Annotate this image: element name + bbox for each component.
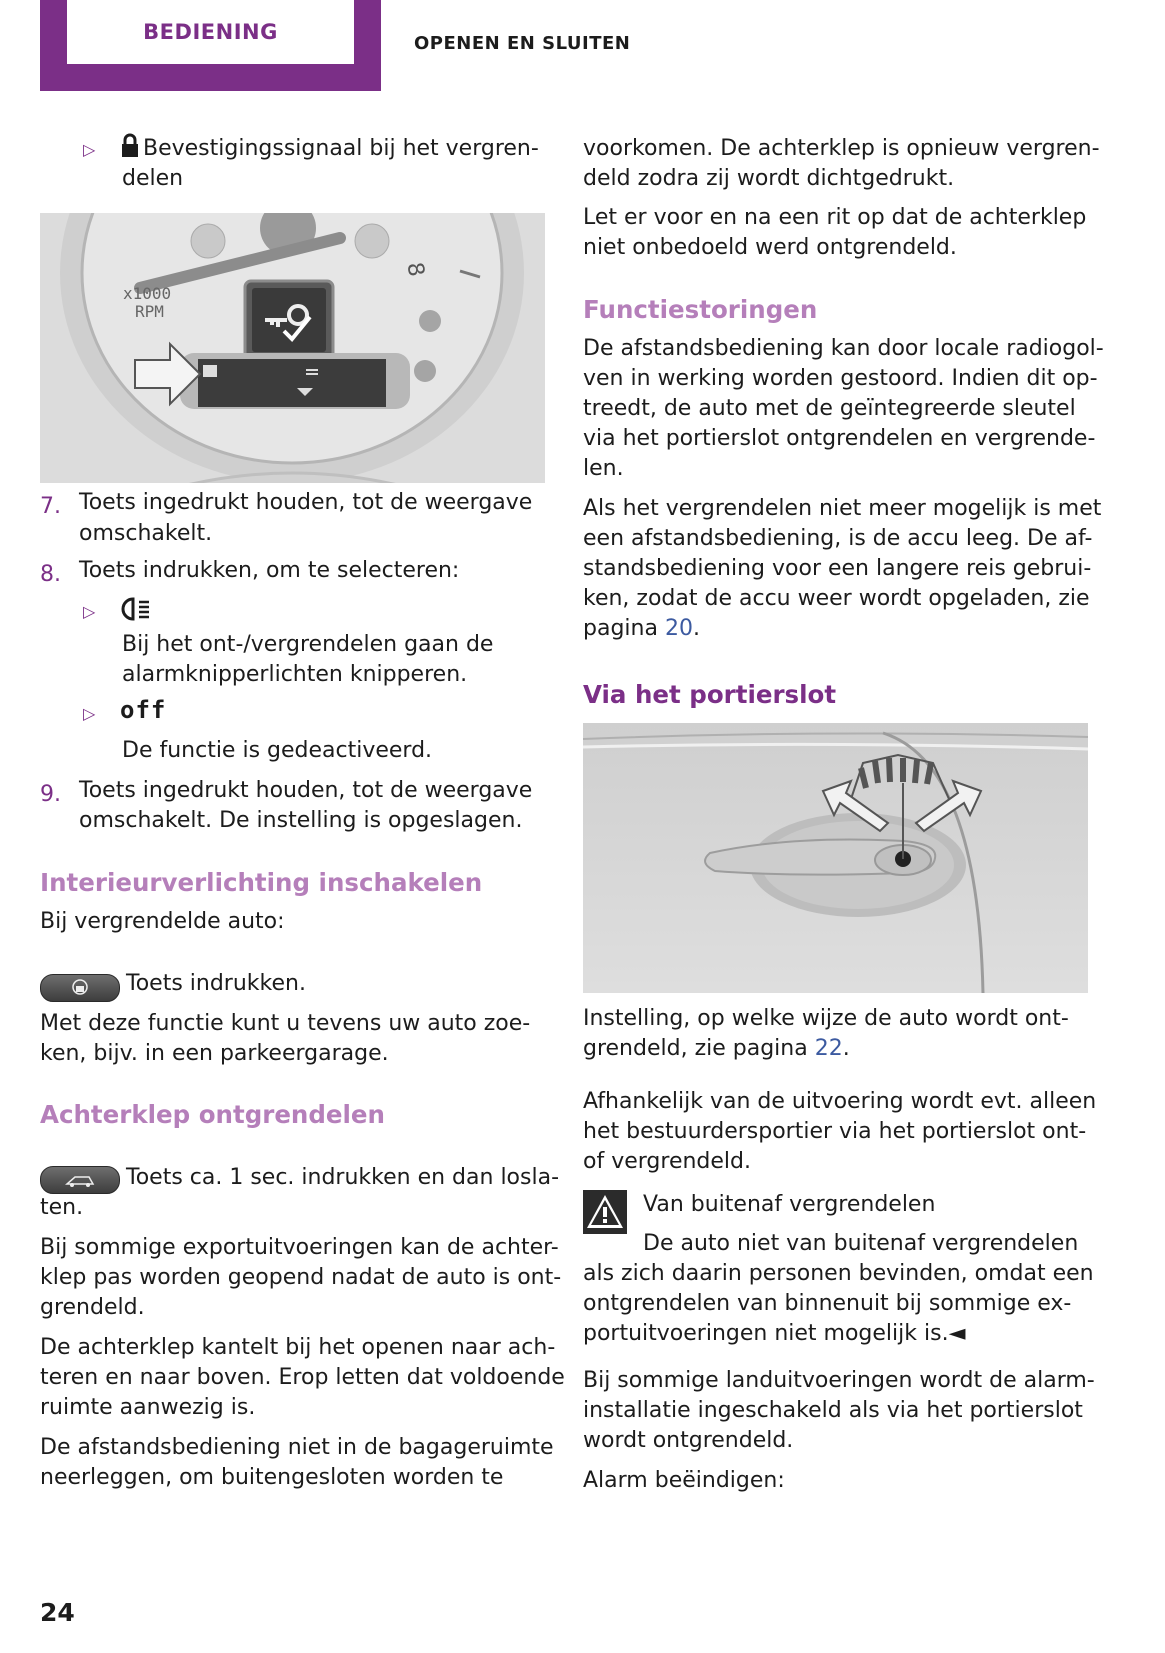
trunk-line-2: ten. [40,1195,84,1220]
header-tab [40,0,381,91]
step-9-line-2: omschakelt. De instelling is opgeslagen. [79,808,523,833]
step-7-line-1: Toets ingedrukt houden, tot de weergave [79,490,533,515]
trunk-line-7: teren en naar boven. Erop letten dat voldoende [40,1365,565,1390]
fault-line-10 [583,614,700,645]
page-link-20[interactable]: 20 [664,616,693,641]
fault-heading: Functiestoringen [583,295,818,324]
fault-line-10-end: . [692,616,700,641]
door-line-2 [583,1034,850,1065]
hazard-light-icon [120,596,154,622]
door-line-3: Afhankelijk van de uitvoering wordt evt. alleen [583,1089,1097,1114]
trunk-line-1: Toets ca. 1 sec. indrukken en dan losla- [126,1165,560,1190]
interior-line-1: Bij vergrendelde auto: [40,909,285,934]
section-title: BEDIENING [67,0,354,64]
interior-line-2: Toets indrukken. [126,971,306,996]
trunk-line-6: De achterklep kantelt bij het openen naar ach- [40,1335,556,1360]
step-7-number: 7. [40,494,61,519]
fault-line-6: Als het vergrendelen niet meer mogelijk is met [583,496,1102,521]
fault-line-8: standsbediening voor een langere reis gebrui- [583,556,1092,581]
step-7-line-2: omschakelt. [79,521,213,546]
bullet-lock-text-2: delen [122,166,184,191]
instrument-cluster-illustration [40,213,545,483]
chapter-title: OPENEN EN SLUITEN [414,33,631,54]
fault-line-2: ven in werking worden gestoord. Indien dit op- [583,366,1098,391]
cont-line-1: voorkomen. De achterklep is opnieuw vergren- [583,136,1100,161]
page-link-22[interactable]: 22 [814,1036,843,1061]
warning-line-4: portuitvoeringen niet mogelijk is.◄ [583,1321,966,1346]
step-8-number: 8. [40,562,61,587]
cont-line-3: Let er voor en na een rit op dat de achterklep [583,205,1087,230]
fault-line-5: len. [583,456,624,481]
trunk-heading: Achterklep ontgrendelen [40,1100,385,1129]
step-8-line: Toets indrukken, om te selecteren: [79,558,460,583]
lock-icon [120,133,140,159]
fault-line-10-text: pagina [583,616,665,641]
option-2-label: off [120,696,167,724]
option-1-desc-1: Bij het ont-/vergrendelen gaan de [122,632,494,657]
option-1-desc-2: alarmknipperlichten knipperen. [122,662,468,687]
trunk-line-8: ruimte aanwezig is. [40,1395,256,1420]
door-line-5: of vergrendeld. [583,1149,751,1174]
remote-lock-button-icon [40,974,120,1002]
door-line-2-text: grendeld, zie pagina [583,1036,815,1061]
warning-line-1: De auto niet van buitenaf vergrendelen [643,1231,1079,1256]
door-line-4: het bestuurdersportier via het portierslot ont- [583,1119,1087,1144]
option-2-desc: De functie is gedeactiveerd. [122,738,433,763]
door-heading: Via het portierslot [583,680,837,709]
warning-title: Van buitenaf vergrendelen [643,1192,936,1217]
alarm-line-4: Alarm beëindigen: [583,1468,785,1493]
trunk-line-4: klep pas worden geopend nadat de auto is ont- [40,1265,562,1290]
tach-number: 8 [401,260,429,279]
trunk-line-10: neerleggen, om buitengesloten worden te [40,1465,504,1490]
fault-line-9: ken, zodat de accu weer wordt opgeladen, zie [583,586,1090,611]
bullet-triangle-icon: ▷ [83,140,96,159]
trunk-line-3: Bij sommige exportuitvoeringen kan de achter- [40,1235,559,1260]
door-line-1: Instelling, op welke wijze de auto wordt ont- [583,1006,1069,1031]
door-line-2-end: . [842,1036,850,1061]
warning-line-2: als zich daarin personen bevinden, omdat een [583,1261,1094,1286]
interior-line-4: ken, bijv. in een parkeergarage. [40,1041,389,1066]
page-number: 24 [40,1598,75,1627]
step-9-line-1: Toets ingedrukt houden, tot de weergave [79,778,533,803]
warning-icon [583,1190,627,1234]
fault-line-1: De afstandsbediening kan door locale radiogol- [583,336,1104,361]
bullet-triangle-icon: ▷ [83,704,96,723]
bullet-lock-text-1: Bevestigingssignaal bij het vergren- [143,136,539,161]
tach-label-1: x1000 [123,284,172,303]
warning-line-3: ontgrendelen van binnenuit bij sommige ex- [583,1291,1072,1316]
remote-trunk-button-icon [40,1166,120,1194]
trunk-line-9: De afstandsbediening niet in de bagageruimte [40,1435,554,1460]
alarm-line-1: Bij sommige landuitvoeringen wordt de alarm- [583,1368,1095,1393]
bullet-triangle-icon: ▷ [83,602,96,621]
instrument-cluster-figure [40,213,545,483]
interior-line-3: Met deze functie kunt u tevens uw auto zoe- [40,1011,531,1036]
alarm-line-3: wordt ontgrendeld. [583,1428,794,1453]
cont-line-2: deld zodra zij wordt dichtgedrukt. [583,166,955,191]
fault-line-7: een afstandsbediening, is de accu leeg. De af- [583,526,1093,551]
door-lock-figure [583,723,1088,993]
trunk-line-5: grendeld. [40,1295,145,1320]
fault-line-3: treedt, de auto met de geïntegreerde sleutel [583,396,1076,421]
fault-line-4: via het portierslot ontgrendelen en vergrende- [583,426,1096,451]
alarm-line-2: installatie ingeschakeld als via het portierslot [583,1398,1083,1423]
interior-heading: Interieurverlichting inschakelen [40,868,483,897]
tach-label-2: RPM [135,302,164,321]
step-9-number: 9. [40,782,61,807]
cont-line-4: niet onbedoeld werd ontgrendeld. [583,235,957,260]
door-handle-illustration [583,723,1088,993]
